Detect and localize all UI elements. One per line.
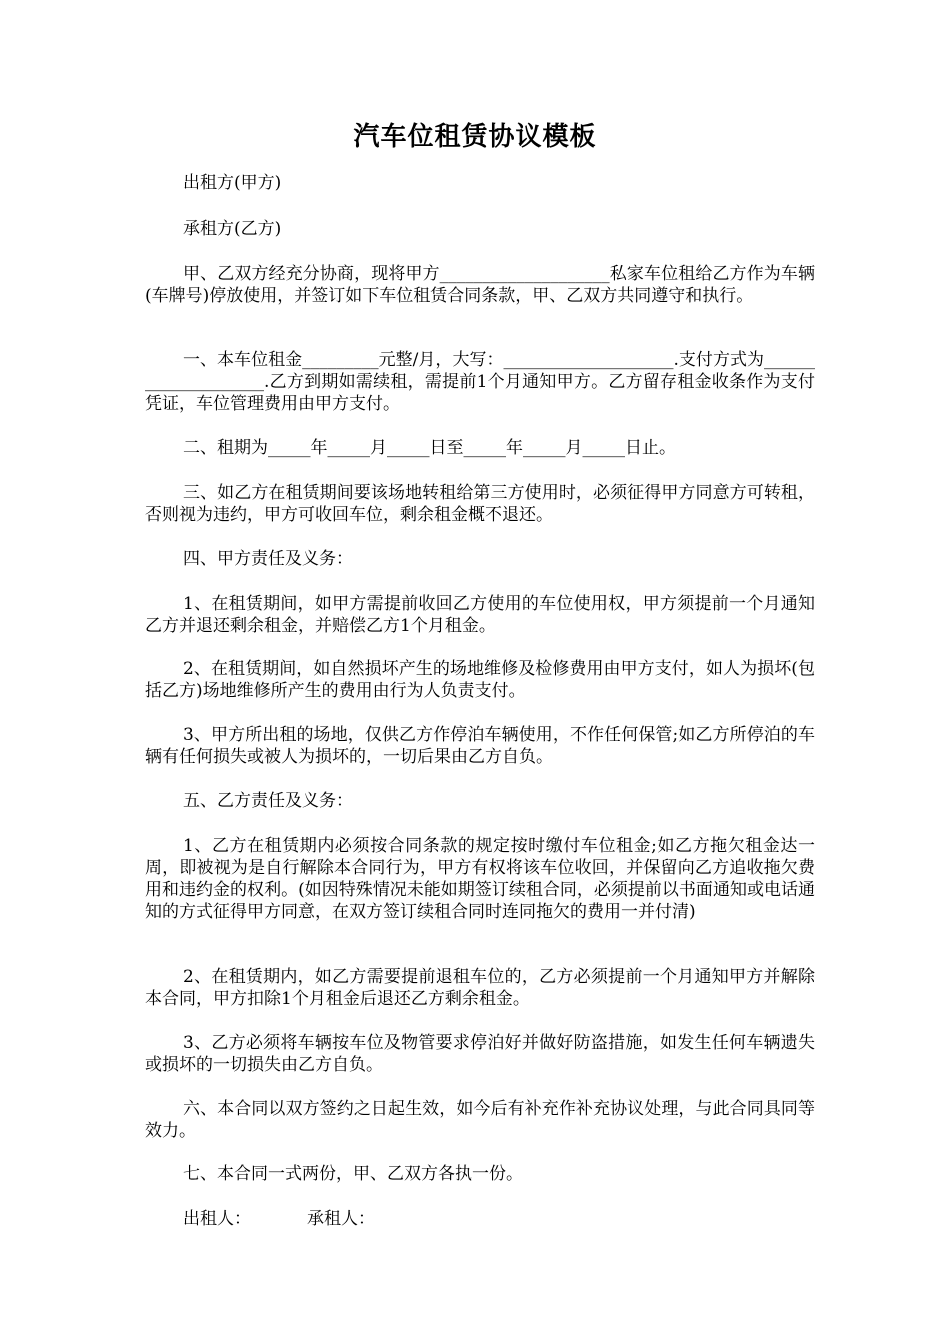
clause-4-3: 3、甲方所出租的场地，仅供乙方作停泊车辆使用，不作任何保管;如乙方所停泊的车辆有任何损失或被人为损坏的，一切后果由乙方自负。	[145, 725, 815, 767]
clause-6: 六、本合同以双方签约之日起生效，如今后有补充作补充协议处理，与此合同具同等效力。	[145, 1099, 815, 1141]
lessor-line: 出租方(甲方)	[183, 173, 282, 193]
clause-4-heading: 四、甲方责任及义务：	[183, 549, 353, 569]
clause-4-2: 2、在租赁期间，如自然损坏产生的场地维修及检修费用由甲方支付，如人为损坏(包括乙方)场地维修所产生的费用由行为人负责支付。	[145, 659, 815, 701]
lessee-line: 承租方(乙方)	[183, 219, 282, 239]
signature-lessor: 出租人：	[183, 1209, 251, 1229]
clause-4-1: 1、在租赁期间，如甲方需提前收回乙方使用的车位使用权，甲方须提前一个月通知乙方并退还剩余租金，并赔偿乙方1个月租金。	[145, 594, 815, 636]
intro-paragraph: 甲、乙双方经充分协商，现将甲方____________________私家车位租给乙方作为车辆(车牌号)停放使用，并签订如下车位租赁合同条款，甲、乙双方共同遵守和执行。	[145, 264, 815, 306]
clause-5-1: 1、乙方在租赁期内必须按合同条款的规定按时缴付车位租金;如乙方拖欠租金达一周，即被视为是自行解除本合同行为，甲方有权将该车位收回，并保留向乙方追收拖欠费用和违约金的权利。(如因特殊情况未能如期签订续租合同，必须提前以书面通知或电话通知的方式征得甲方同意，在双方签订续租合同时连同拖欠的费用一并付清)	[145, 836, 815, 922]
document-title: 汽车位租赁协议模板	[353, 122, 597, 152]
clause-1: 一、本车位租金_________元整/月，大写：____________________.支付方式为____________________.乙方到期如需续租，需提前1个月通知甲方。乙方留存租金收条作为支付凭证，车位管理费用由甲方支付。	[145, 350, 815, 414]
clause-5-2: 2、在租赁期内，如乙方需要提前退租车位的，乙方必须提前一个月通知甲方并解除本合同，甲方扣除1个月租金后退还乙方剩余租金。	[145, 967, 815, 1009]
clause-2: 二、租期为_____年_____月_____日至_____年_____月_____日止。	[183, 438, 676, 458]
signature-lessee: 承租人：	[307, 1209, 375, 1229]
clause-7: 七、本合同一式两份，甲、乙双方各执一份。	[183, 1164, 523, 1184]
clause-5-3: 3、乙方必须将车辆按车位及物管要求停泊好并做好防盗措施，如发生任何车辆遗失或损坏的一切损失由乙方自负。	[145, 1033, 815, 1075]
clause-5-heading: 五、乙方责任及义务：	[183, 791, 353, 811]
clause-3: 三、如乙方在租赁期间要该场地转租给第三方使用时，必须征得甲方同意方可转租，否则视为违约，甲方可收回车位，剩余租金概不退还。	[145, 483, 815, 525]
